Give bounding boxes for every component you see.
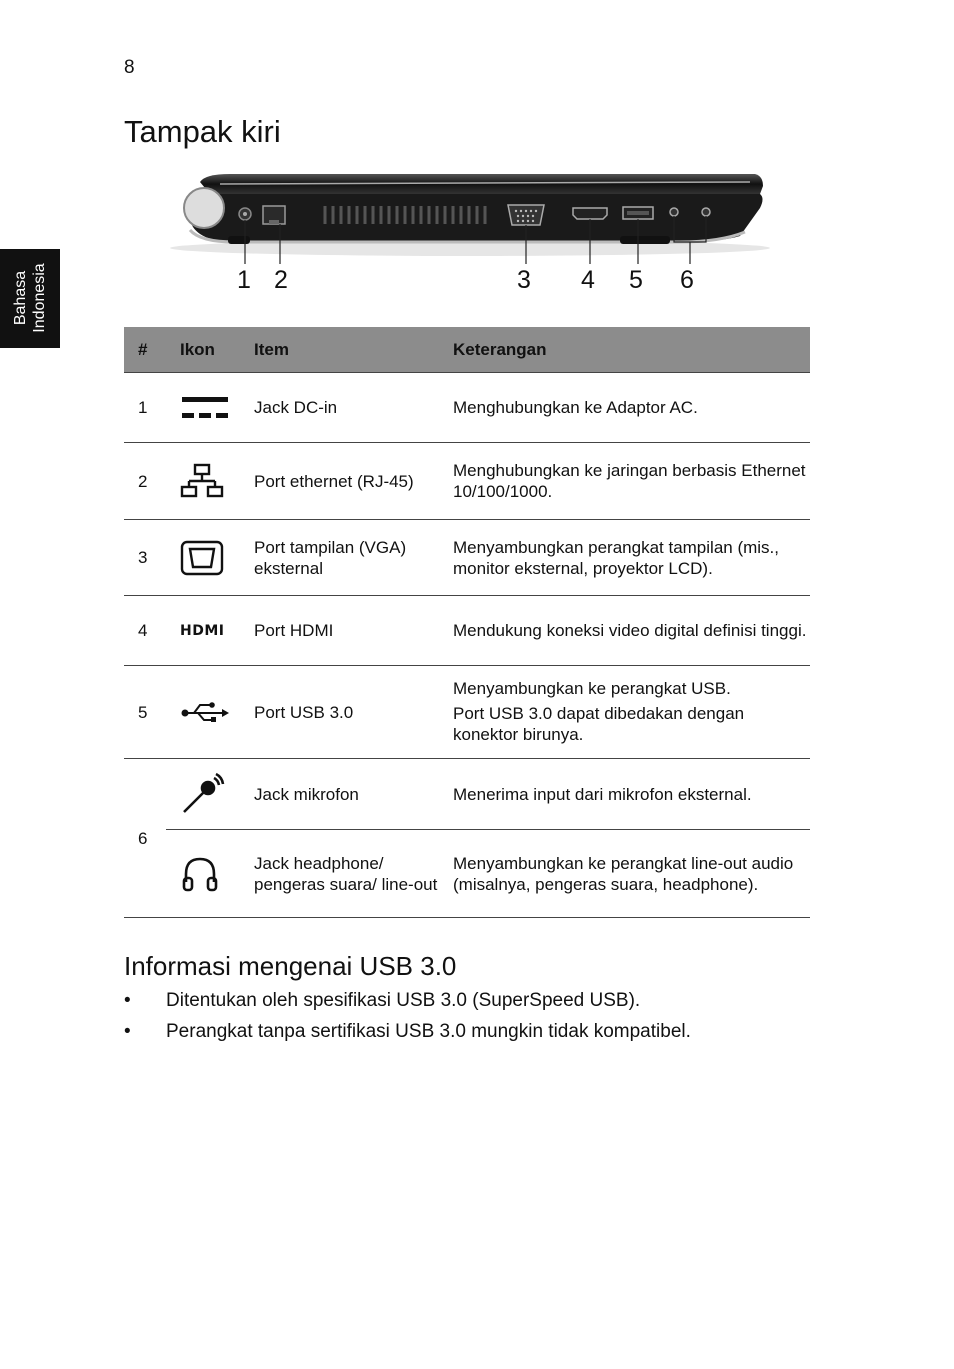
callout-2: 2 bbox=[274, 266, 288, 294]
dc-in-icon bbox=[166, 373, 240, 443]
bullet-text: Ditentukan oleh spesifikasi USB 3.0 (SuperSpeed USB). bbox=[166, 990, 641, 1011]
row-description-line1: Menyambungkan ke perangkat USB. bbox=[453, 678, 731, 698]
table-row bbox=[124, 830, 810, 918]
callout-6: 6 bbox=[680, 266, 694, 294]
callout-3: 3 bbox=[517, 266, 531, 294]
bullet-text: Perangkat tanpa sertifikasi USB 3.0 mungkin tidak kompatibel. bbox=[166, 1021, 691, 1042]
language-side-tab bbox=[0, 249, 60, 348]
row-description bbox=[439, 666, 810, 759]
header-icon: Ikon bbox=[166, 327, 240, 373]
callout-4: 4 bbox=[581, 266, 595, 294]
row-description: Menghubungkan ke jaringan berbasis Ethernet 10/100/1000. bbox=[439, 443, 810, 520]
side-tab-line1: Bahasa bbox=[12, 270, 29, 326]
row-description: Menyambungkan ke perangkat line-out audio (misalnya, pengeras suara, headphone). bbox=[439, 830, 810, 918]
hdmi-logo-text: HDMI bbox=[180, 623, 225, 639]
row-item: Jack DC-in bbox=[240, 373, 439, 443]
usb-bullet-list bbox=[124, 989, 691, 1051]
row-item: Jack headphone/ pengeras suara/ line-out bbox=[240, 830, 439, 918]
row-item: Port USB 3.0 bbox=[240, 666, 439, 759]
table-header-row bbox=[124, 327, 810, 373]
table-row bbox=[124, 520, 810, 596]
usb-icon bbox=[166, 666, 240, 759]
row-item: Port HDMI bbox=[240, 596, 439, 666]
table-row bbox=[124, 443, 810, 520]
header-num: # bbox=[124, 327, 166, 373]
row-description: Menyambungkan perangkat tampilan (mis., monitor eksternal, proyektor LCD). bbox=[439, 520, 810, 596]
bullet-marker: • bbox=[124, 1021, 131, 1042]
row-number: 5 bbox=[124, 666, 166, 759]
ethernet-icon bbox=[166, 443, 240, 520]
row-description: Menerima input dari mikrofon eksternal. bbox=[439, 759, 810, 830]
row-number: 3 bbox=[124, 520, 166, 596]
port-spec-table bbox=[124, 327, 810, 918]
table-row bbox=[124, 666, 810, 759]
usb-section-title: Informasi mengenai USB 3.0 bbox=[124, 951, 457, 981]
row-description: Mendukung koneksi video digital definisi tinggi. bbox=[439, 596, 810, 666]
callout-1: 1 bbox=[237, 266, 251, 294]
table-row bbox=[124, 373, 810, 443]
callout-5: 5 bbox=[629, 266, 643, 294]
list-item bbox=[124, 989, 691, 1020]
microphone-icon bbox=[166, 759, 240, 830]
bullet-marker: • bbox=[124, 990, 131, 1011]
row-item: Port tampilan (VGA) eksternal bbox=[240, 520, 439, 596]
row-number: 1 bbox=[124, 373, 166, 443]
headphone-icon bbox=[166, 830, 240, 918]
row-description-line2: Port USB 3.0 dapat dibedakan dengan konektor birunya. bbox=[453, 703, 745, 744]
page-title: Tampak kiri bbox=[124, 114, 281, 149]
list-item bbox=[124, 1020, 691, 1051]
header-desc: Keterangan bbox=[439, 327, 810, 373]
vga-icon bbox=[166, 520, 240, 596]
row-description: Menghubungkan ke Adaptor AC. bbox=[439, 373, 810, 443]
page-number: 8 bbox=[124, 57, 135, 78]
header-item: Item bbox=[240, 327, 439, 373]
hdmi-icon bbox=[166, 596, 240, 666]
table-row bbox=[124, 759, 810, 830]
row-item: Port ethernet (RJ-45) bbox=[240, 443, 439, 520]
side-tab-line2: Indonesia bbox=[31, 263, 48, 333]
row-number: 2 bbox=[124, 443, 166, 520]
row-number: 4 bbox=[124, 596, 166, 666]
row-number: 6 bbox=[124, 759, 166, 918]
table-row bbox=[124, 596, 810, 666]
row-item: Jack mikrofon bbox=[240, 759, 439, 830]
